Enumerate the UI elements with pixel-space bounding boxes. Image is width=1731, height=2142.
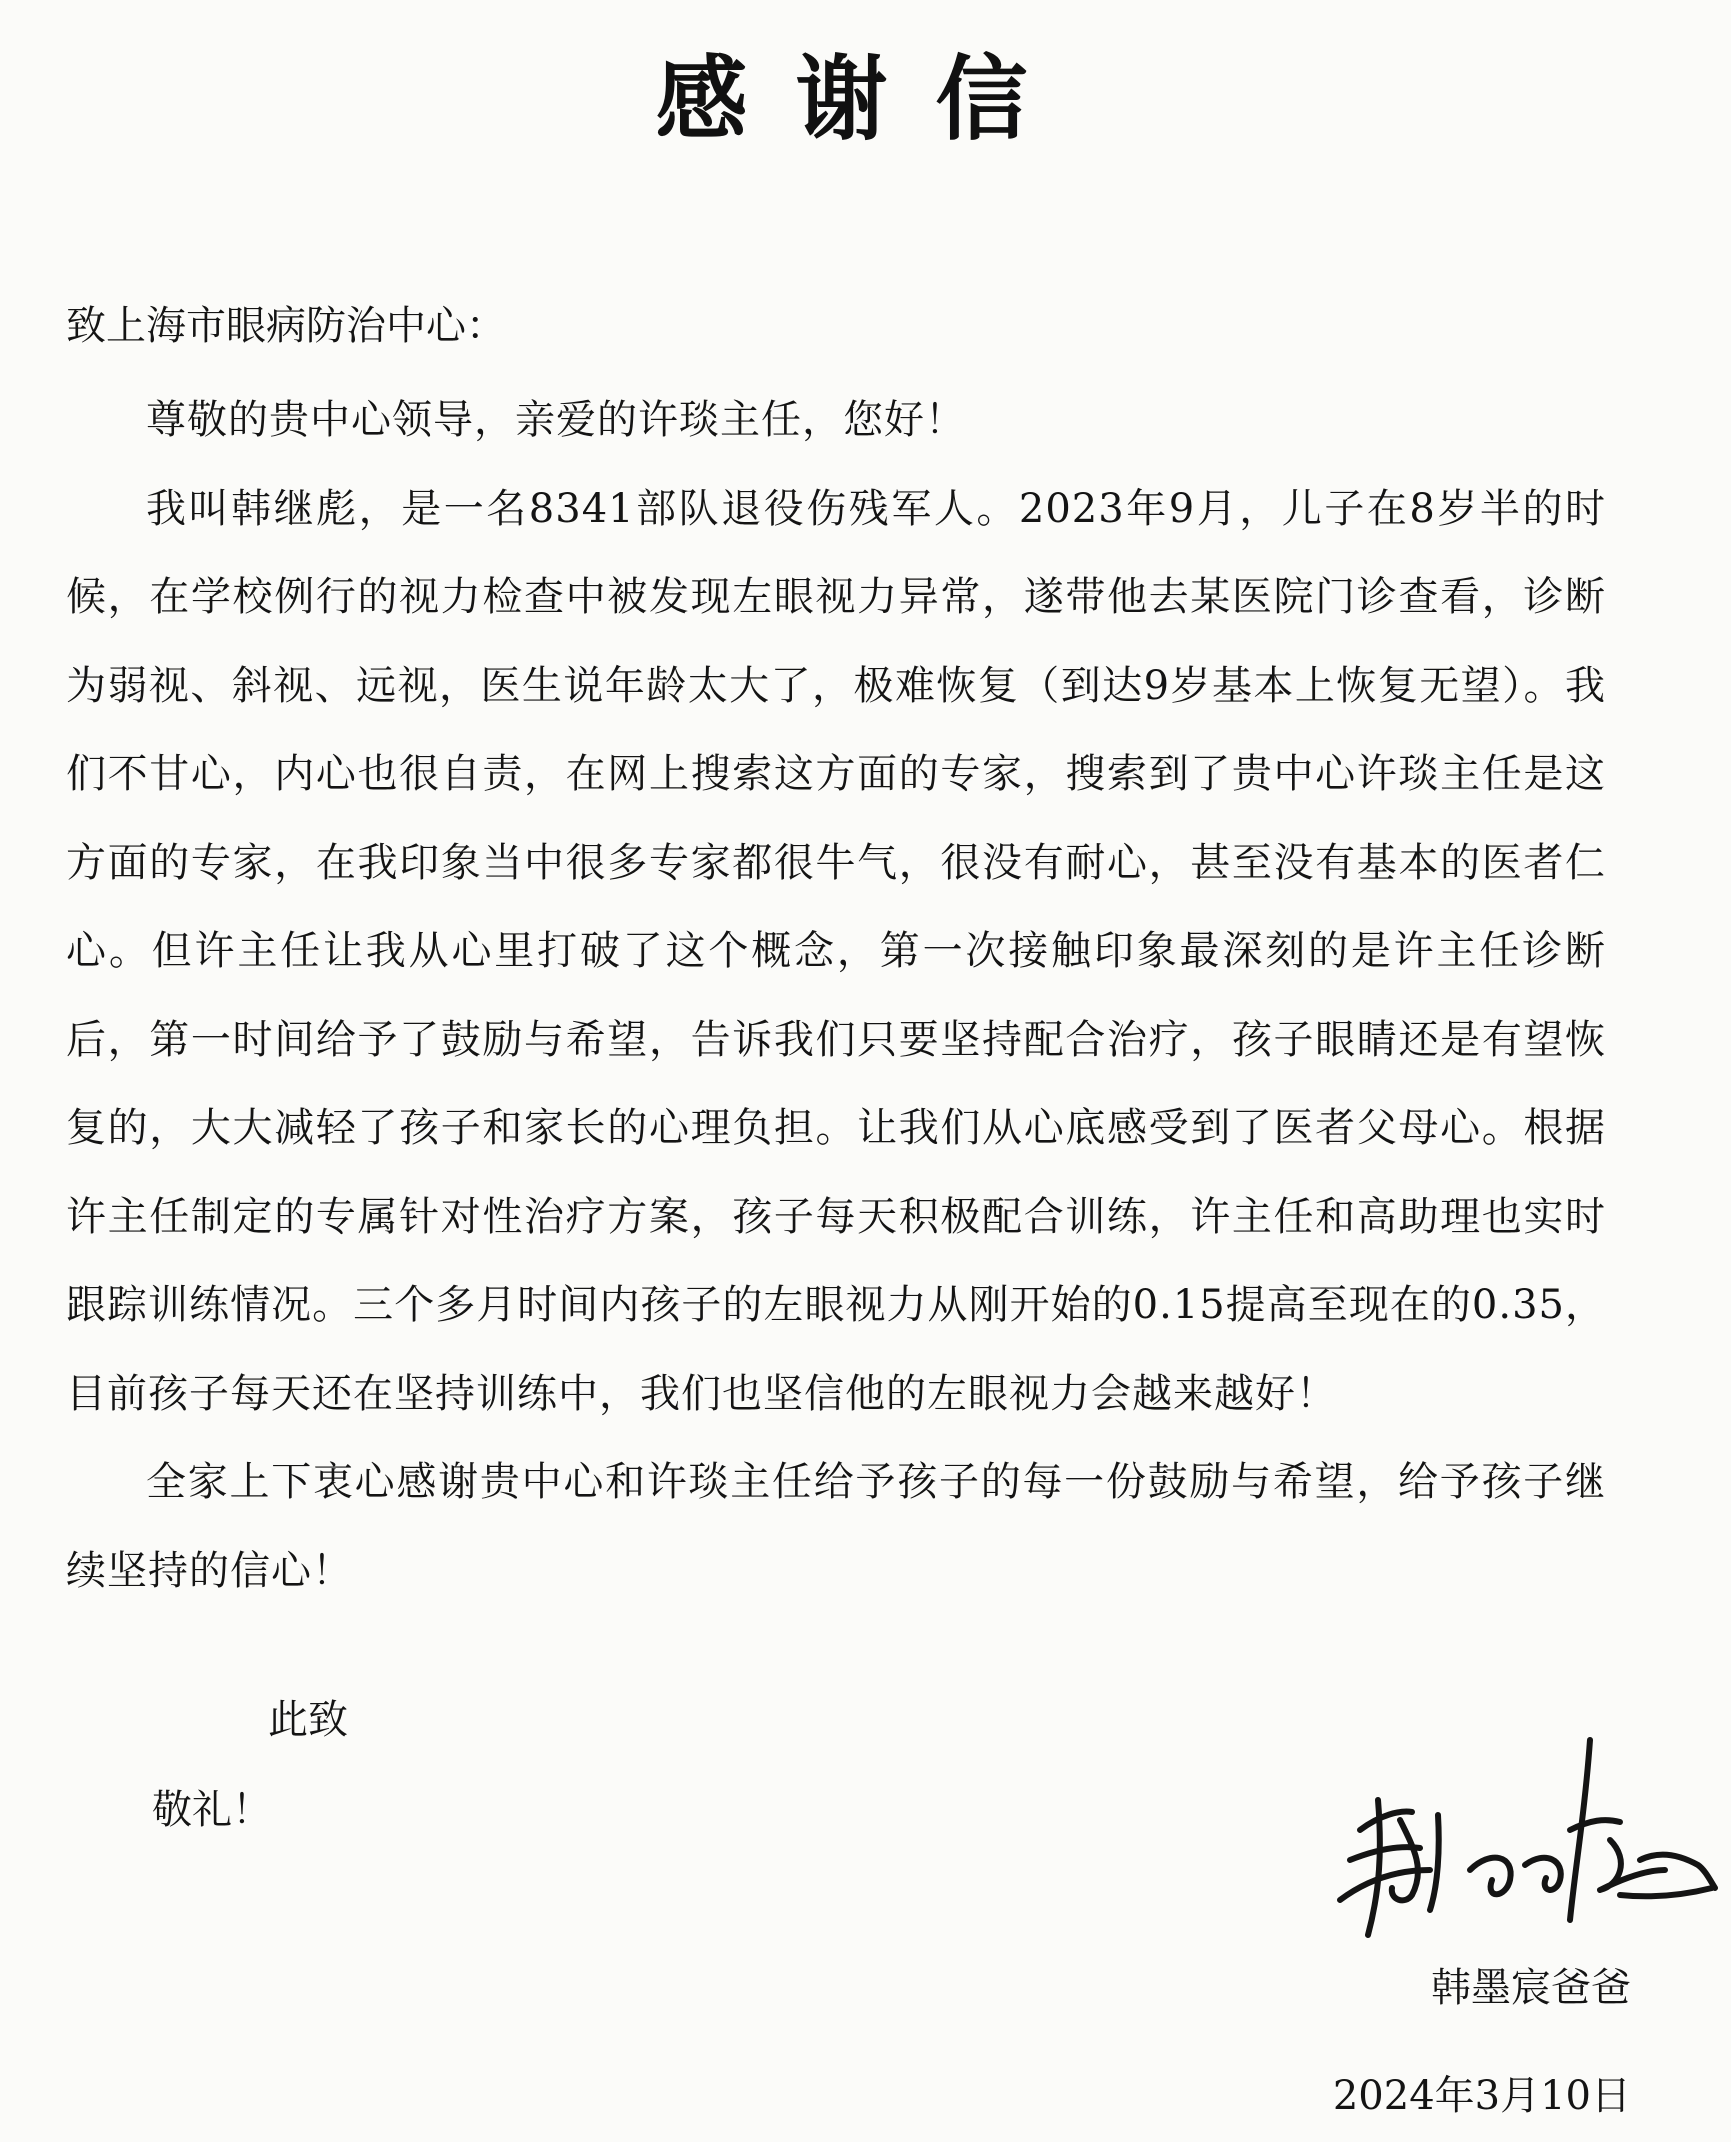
greeting-paragraph: 尊敬的贵中心领导，亲爱的许琰主任，您好！ — [146, 397, 966, 443]
story-paragraph: 我叫韩继彪，是一名8341部队退役伤残军人。2023年9月，儿子在8岁半的时候，在学校例行的视力检查中被发现左眼视力异常，遂带他去某医院门诊查看，诊断为弱视、斜视、远视，医生说年龄太大了，极难恢复（到达9岁基本上恢复无望）。我们不甘心，内心也很自责，在网上搜索这方面的专家，搜索到了贵中心许琰主任是这方面的专家，在我印象当中很多专家都很牛气，很没有耐心，甚至没有基本的医者仁心。但许主任让我从心里打破了这个概念，第一次接触印象最深刻的是许主任诊断后，第一时间给予了鼓励与希望，告诉我们只要坚持配合治疗，孩子眼睛还是有望恢复的，大大减轻了孩子和家长的心理负担。让我们从心底感受到了医者父母心。根据许主任制定的专属针对性治疗方案，孩子每天积极配合训练，许主任和高助理也实时跟踪训练情况。三个多月时间内孩子的左眼视力从刚开始的0.15提高至现在的0.35，目前孩子每天还在坚持训练中，我们也坚信他的左眼视力会越来越好！ — [66, 485, 1606, 1417]
closing-cizhi: 此致 — [268, 1697, 348, 1743]
letter-date: 2024年3月10日 — [1332, 2073, 1631, 2119]
closing-jingli: 敬礼！ — [152, 1787, 272, 1833]
letter-body — [66, 376, 1606, 1615]
handwritten-signature — [1320, 1720, 1720, 1960]
signer-name: 韩墨宸爸爸 — [1431, 1965, 1631, 2011]
letter-salutation: 致上海市眼病防治中心： — [66, 303, 506, 349]
thanks-paragraph: 全家上下衷心感谢贵中心和许琰主任给予孩子的每一份鼓励与希望，给予孩子继续坚持的信心！ — [66, 1459, 1606, 1594]
letter-title: 感谢信 — [655, 46, 1076, 153]
